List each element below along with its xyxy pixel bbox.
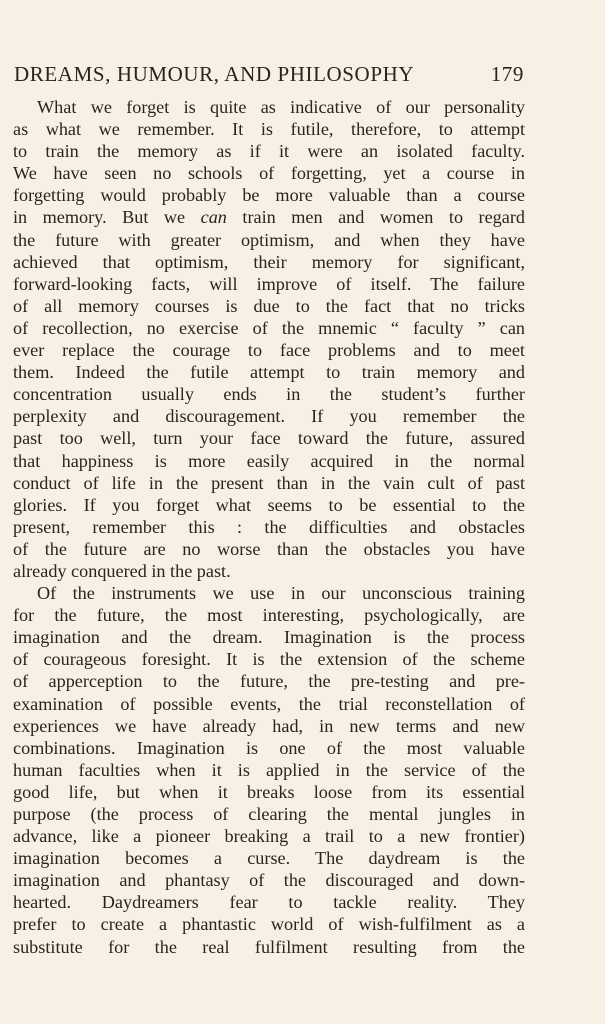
text-line: hearted. Daydreamers fear to tackle reality. They — [13, 892, 525, 913]
text-line: of apperception to the future, the pre-testing and pre- — [13, 671, 525, 692]
text-line: advance, like a pioneer breaking a trail to a new frontier) — [13, 826, 525, 847]
text-line: of all memory courses is due to the fact that no tricks — [13, 295, 525, 316]
page-number: 179 — [490, 62, 524, 86]
text-line: present, remember this : the difficulties and obstacles — [13, 516, 525, 537]
text-line: perplexity and discouragement. If you remember the — [13, 406, 525, 427]
text-line: We have seen no schools of forgetting, yet a course in — [13, 163, 525, 184]
text-line: that happiness is more easily acquired in the normal — [13, 450, 525, 471]
text-line: prefer to create a phantastic world of wish-fulfilment as a — [13, 914, 525, 935]
text-line: forward-looking facts, will improve of itself. The failure — [13, 273, 525, 294]
text-line: of courageous foresight. It is the extension of the scheme — [13, 649, 525, 670]
text-line: experiences we have already had, in new terms and new — [13, 715, 525, 736]
paragraph-2 — [13, 582, 525, 958]
running-head — [14, 62, 524, 92]
text-line: past too well, turn your face toward the future, assured — [13, 428, 525, 449]
text-line: combinations. Imagination is one of the most valuable — [13, 737, 525, 758]
paragraph-1 — [13, 96, 525, 582]
text-line: glories. If you forget what seems to be essential to the — [13, 494, 525, 515]
text-line: imagination becomes a curse. The daydream is the — [13, 848, 525, 869]
text-line: concentration usually ends in the student’s further — [13, 384, 525, 405]
text-line: forgetting would probably be more valuable than a course — [13, 185, 525, 206]
text-line: of recollection, no exercise of the mnemic “ faculty ” can — [13, 317, 525, 338]
text-line: conduct of life in the present than in the vain cult of past — [13, 472, 525, 493]
text-line: achieved that optimism, their memory for significant, — [13, 251, 525, 272]
text-line: imagination and phantasy of the discouraged and down- — [13, 870, 525, 891]
text-line: purpose (the process of clearing the mental jungles in — [13, 804, 525, 824]
text-line: as what we remember. It is futile, therefore, to attempt — [13, 119, 525, 140]
text-line: substitute for the real fulfilment resulting from the — [13, 936, 525, 957]
text-line: ever replace the courage to face problems and to meet — [13, 340, 525, 361]
text-line: imagination and the dream. Imagination is the process — [13, 627, 525, 648]
chapter-title: DREAMS, HUMOUR, AND PHILOSOPHY — [14, 62, 415, 86]
text-line: examination of possible events, the trial reconstellation of — [13, 693, 525, 714]
text-line: human faculties when it is applied in the service of the — [13, 759, 525, 780]
text-line: of the future are no worse than the obstacles you have — [13, 538, 525, 559]
text-line: already conquered in the past. — [13, 560, 231, 581]
text-line: them. Indeed the futile attempt to train memory and — [13, 362, 525, 383]
text-line: for the future, the most interesting, psychologically, are — [13, 605, 525, 626]
body-text — [13, 96, 525, 958]
text-line: to train the memory as if it were an isolated faculty. — [13, 141, 525, 162]
text-line: good life, but when it breaks loose from its essential — [13, 781, 525, 802]
text-line: in memory. But we can train men and women to regard — [13, 207, 525, 228]
text-line: What we forget is quite as indicative of our personality — [37, 97, 525, 117]
text-line: Of the instruments we use in our unconscious training — [37, 583, 525, 604]
text-line: the future with greater optimism, and when they have — [13, 229, 525, 250]
